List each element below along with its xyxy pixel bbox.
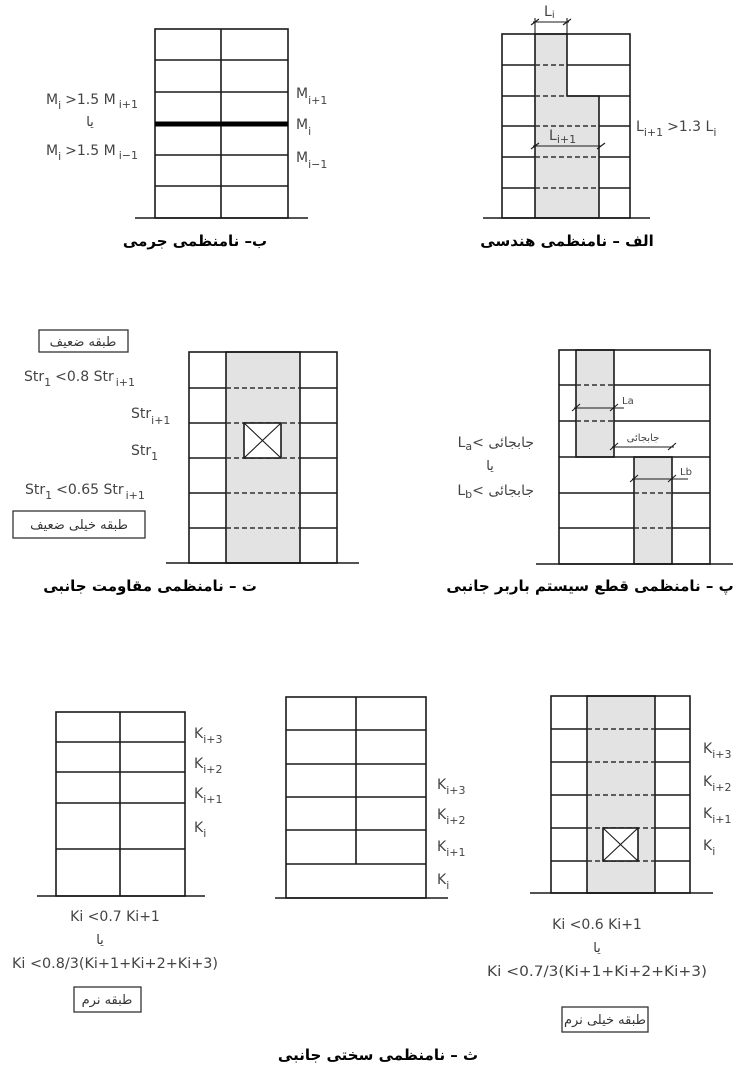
label-str-i-plus-1: Str$_{i+1}$	[131, 406, 171, 427]
figure-mass-irregularity	[46, 29, 327, 250]
soft-story-rule-2: Ki <0.8/3(Ki+1+Ki+2+Ki+3)	[12, 956, 218, 972]
figure-discontinuity-irregularity	[446, 350, 733, 595]
left-label-k-i-plus-2: $K_{i+2}$	[194, 756, 223, 776]
caption-strength-irregularity: ت – نامنظمی مقاومت جانبی	[43, 577, 257, 595]
frame-very-soft-story	[487, 696, 731, 1032]
weak-story-label: طبقه ضعیف	[49, 335, 117, 350]
label-m-i: $M_i$	[296, 117, 312, 138]
left-label-k-i-plus-3: $K_{i+3}$	[194, 726, 223, 746]
right-label-k-i-plus-1: $K_{i+1}$	[703, 806, 732, 826]
dim-li-plus-1-label: $L_{i+1}$	[549, 128, 577, 146]
caption-mass-irregularity: ب– نامنظمی جرمی	[122, 232, 268, 250]
cross-braced-opening-icon	[603, 828, 638, 861]
dim-la-label: La	[622, 396, 634, 407]
discontinuity-rule-2: $L_b<$ جابجائی	[457, 483, 534, 501]
geometric-rule: $L_{i+1} >1.3$ $L_i$	[636, 119, 717, 139]
frame-tall-first-story	[275, 697, 465, 898]
soft-story-or: یا	[96, 933, 104, 948]
frame-soft-story	[12, 712, 222, 1012]
mass-or: یا	[86, 115, 94, 130]
strength-rule-2: Str$_1$ <0.65 Str $_{i+1}$	[25, 482, 145, 502]
label-m-i-plus-1: $M_{i+1}$	[296, 86, 328, 107]
mass-rule-1: $M_i >1.5$ M $_{i+1}$	[46, 92, 138, 112]
very-soft-or: یا	[593, 941, 601, 956]
very-soft-rule-2: Ki <0.7/3(Ki+1+Ki+2+Ki+3)	[487, 964, 707, 980]
mass-rule-2: $M_i >1.5$ M $_{i-1}$	[46, 143, 138, 163]
figure-strength-irregularity	[13, 330, 359, 595]
very-soft-story-label: طبقه خیلی نرم	[563, 1013, 647, 1028]
caption-geometric-irregularity: الف – نامنظمی هندسی	[480, 232, 654, 250]
discontinuity-or: یا	[486, 459, 494, 474]
right-label-k-i-plus-2: $K_{i+2}$	[703, 774, 732, 794]
soft-story-label: طبقه نرم	[81, 993, 133, 1008]
dim-lb-label: Lb	[680, 467, 692, 478]
strength-rule-1: Str$_1$ <0.8 Str $_{i+1}$	[24, 369, 135, 389]
left-label-k-i: $K_i$	[194, 820, 207, 840]
mid-label-k-i: $K_i$	[437, 872, 450, 892]
very-soft-rule-1: Ki <0.6 Ki+1	[552, 917, 642, 933]
mid-label-k-i-plus-1: $K_{i+1}$	[437, 839, 466, 859]
right-label-k-i: $K_i$	[703, 838, 716, 858]
figure-stiffness-irregularity	[12, 696, 731, 1064]
caption-stiffness-irregularity: ث – نامنظمی سختی جانبی	[277, 1046, 479, 1064]
offset-label: جابجائی	[626, 433, 660, 444]
cross-braced-opening-icon	[244, 423, 281, 458]
left-label-k-i-plus-1: $K_{i+1}$	[194, 786, 223, 806]
right-label-k-i-plus-3: $K_{i+3}$	[703, 741, 732, 761]
very-weak-story-label: طبقه خیلی ضعیف	[30, 518, 128, 533]
label-str-1: Str$_1$	[131, 443, 159, 463]
discontinuity-rule-1: $L_a<$ جابجائی	[457, 435, 534, 453]
shaded-core-lower	[634, 457, 672, 564]
mid-label-k-i-plus-2: $K_{i+2}$	[437, 807, 466, 827]
dim-li-label: Li	[544, 4, 555, 21]
shaded-core-upper	[576, 350, 614, 457]
figure-geometric-irregularity	[480, 4, 716, 250]
label-m-i-minus-1: $M_{i-1}$	[296, 150, 328, 171]
mid-label-k-i-plus-3: $K_{i+3}$	[437, 777, 466, 797]
caption-discontinuity-irregularity: پ – نامنظمی قطع سیستم باربر جانبی	[446, 577, 734, 595]
soft-story-rule-1: Ki <0.7 Ki+1	[70, 909, 160, 925]
